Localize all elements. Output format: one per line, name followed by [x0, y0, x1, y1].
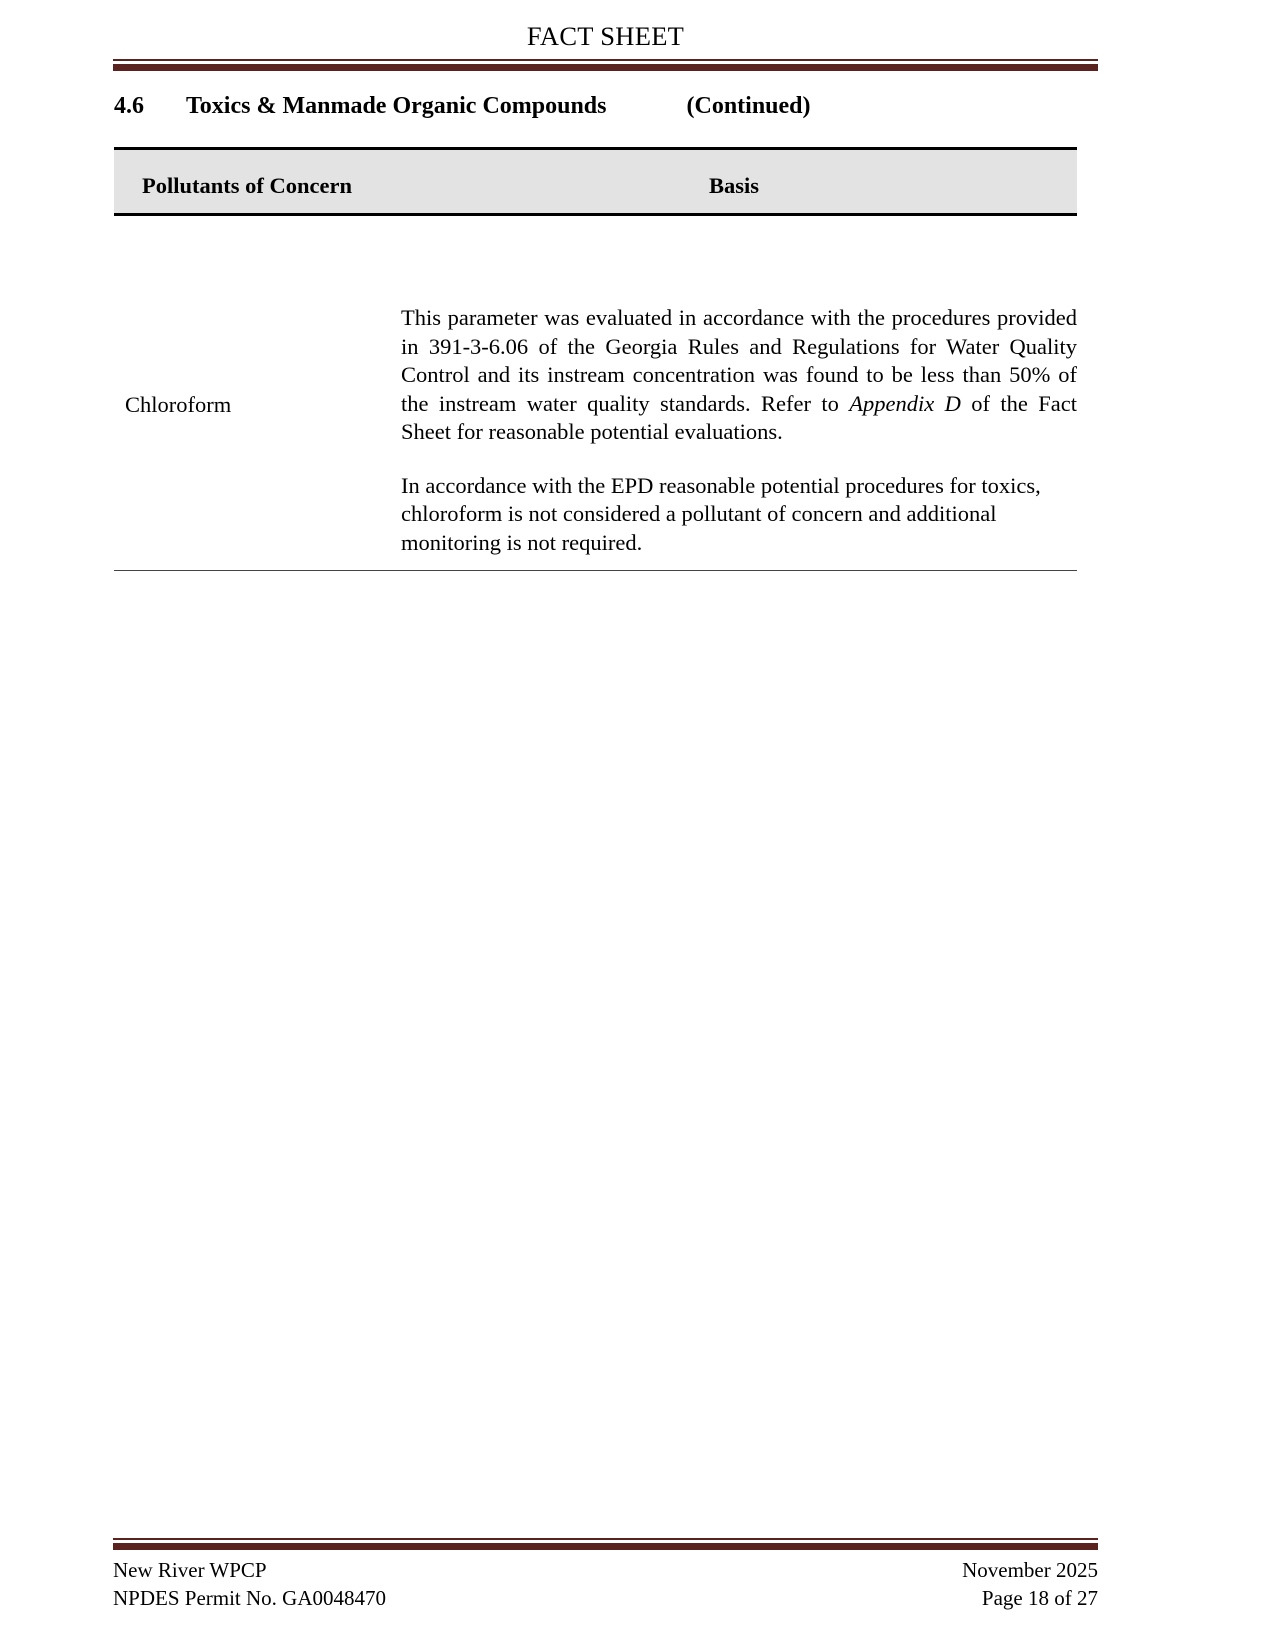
- column-header-basis: Basis: [709, 173, 760, 198]
- section-continued-label: (Continued): [686, 93, 811, 119]
- page-footer: [113, 1538, 1098, 1612]
- column-header-pollutants-of-concern: Pollutants of Concern: [142, 173, 352, 198]
- basis-paragraph-1-text-before-italic: This parameter was evaluated in accordance with the procedures provided in 391-3-6.06 of the Georgia Rules and Regulations for Water Quality Control and its instream concentration was found to be less than 50% of the instream water quality standards. Refer to: [401, 305, 1077, 416]
- pollutants-of-concern-table: [114, 147, 1077, 571]
- table-header-row: [114, 147, 1077, 216]
- footer-left-block: [113, 1557, 386, 1612]
- header-title: FACT SHEET: [526, 21, 685, 51]
- header-rule: [113, 59, 1098, 71]
- basis-paragraph-1-text-after-italic: of the Fact Sheet for reasonable potential evaluations.: [401, 390, 1078, 445]
- section-heading: [114, 92, 1099, 121]
- basis-paragraph-2: In accordance with the EPD reasonable potential procedures for toxics, chloroform is not considered a pollutant of concern and additional monitoring is not required.: [401, 472, 1041, 555]
- basis-appendix-reference: Appendix D: [849, 390, 961, 416]
- cell-pollutant-name: Chloroform: [125, 392, 232, 417]
- footer-permit-number: NPDES Permit No. GA0048470: [113, 1585, 387, 1610]
- footer-facility-name: New River WPCP: [113, 1558, 267, 1583]
- footer-page-number: Page 18 of 27: [981, 1585, 1098, 1610]
- footer-right-block: [962, 1557, 1098, 1612]
- table-body: [114, 216, 1077, 571]
- section-title: Toxics & Manmade Organic Compounds: [186, 93, 607, 119]
- footer-rule-thick: [113, 1543, 1098, 1550]
- basis-paragraph-1: [401, 304, 1077, 447]
- header-rule-thick: [113, 64, 1098, 71]
- footer-date: November 2025: [962, 1558, 1098, 1583]
- footer-content: [113, 1557, 1098, 1612]
- cell-basis-text: [401, 216, 1077, 570]
- footer-rule: [113, 1538, 1098, 1550]
- page-header: [113, 22, 1098, 71]
- section-number: 4.6: [114, 93, 144, 119]
- table-row: [114, 216, 1077, 570]
